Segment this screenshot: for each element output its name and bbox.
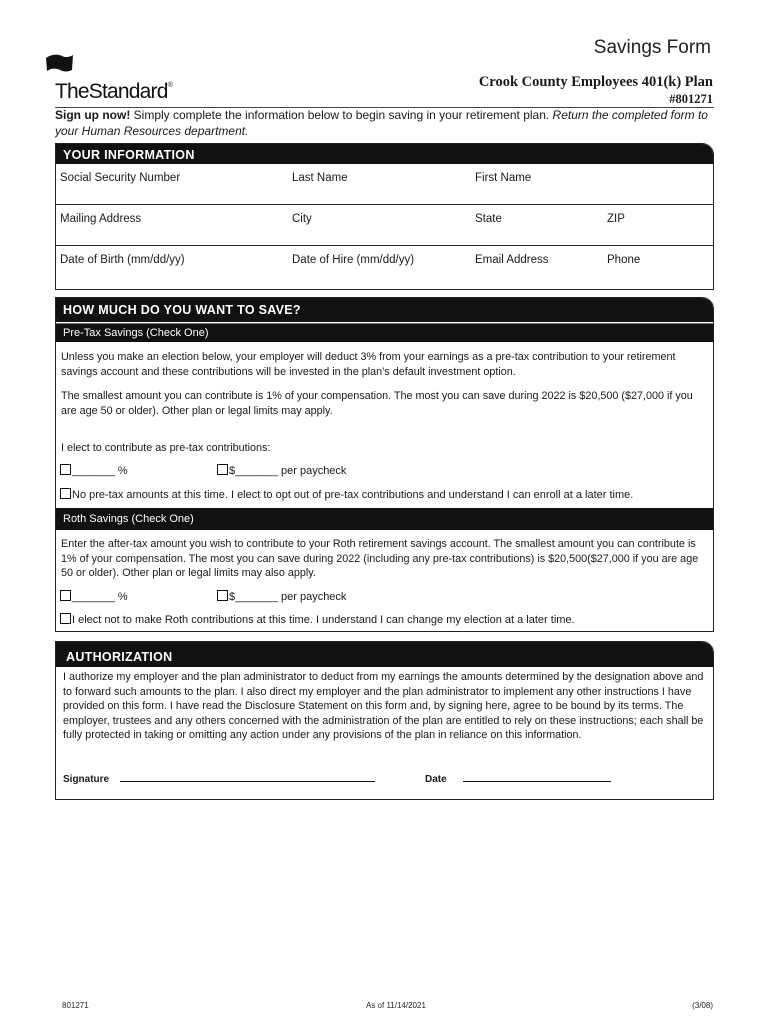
mailing-address-field[interactable]: Mailing Address [60,213,142,225]
pretax-percent-checkbox[interactable] [60,464,71,475]
form-title: Savings Form [593,37,711,58]
flag-icon [44,52,74,74]
roth-optout-option[interactable]: I elect not to make Roth contributions at this time. I understand I can change my election at a later time. [60,613,575,626]
intro-text: Sign up now! Simply complete the information below to begin saving in your retirement plan. Return the completed form to your Human Resources department. [55,108,708,138]
pretax-header: Pre-Tax Savings (Check One) [56,323,713,342]
section-title: HOW MUCH DO YOU WANT TO SAVE? [56,298,713,322]
roth-text: Enter the after-tax amount you wish to contribute to your Roth retirement savings account. The smallest amount you can contribute is 1% of your compensation. The most you can save during 2022 (including any pre-tax contributions) is $20,500($27,000 if you are age 50 or older). Other plan or legal limits may also apply. [61,538,699,579]
roth-dollar-checkbox[interactable] [217,590,228,601]
footer-form-id: 801271 [62,1001,89,1010]
ssn-field[interactable]: Social Security Number [60,172,181,184]
pretax-default-text: Unless you make an election below, your employer will deduct 3% from your earnings as a pre-tax contribution to your retirement savings account and these contributions will be invested in the plan’s default investment option. [61,351,676,378]
city-field[interactable]: City [292,213,312,225]
date-of-hire-field[interactable]: Date of Hire (mm/dd/yy) [292,254,415,266]
date-of-birth-field[interactable]: Date of Birth (mm/dd/yy) [60,254,185,266]
signature-label: Signature [63,774,110,785]
pretax-optout-option[interactable]: No pre-tax amounts at this time. I elect to opt out of pre-tax contributions and understand I can enroll at a later time. [60,488,633,501]
pretax-limits-text: The smallest amount you can contribute is 1% of your compensation. The most you can save during 2022 is $20,500 ($27,000 if you are age 50 or older). Other plan or legal limits may apply. [61,390,693,417]
date-label: Date [425,774,447,785]
your-information-section [55,143,714,290]
pretax-dollar-checkbox[interactable] [217,464,228,475]
authorization-section [55,641,714,800]
section-title: AUTHORIZATION [56,642,713,667]
email-field[interactable]: Email Address [475,254,549,266]
state-field[interactable]: State [475,213,502,225]
section-title: YOUR INFORMATION [56,144,713,164]
roth-percent-checkbox[interactable] [60,590,71,601]
pretax-dollar-option[interactable]: $_______ per paycheck [217,464,346,477]
info-row [56,246,713,287]
info-row [56,205,713,246]
date-line[interactable] [463,781,611,782]
roth-header: Roth Savings (Check One) [56,508,713,530]
roth-optout-checkbox[interactable] [60,613,71,624]
phone-field[interactable]: Phone [607,254,641,266]
first-name-field[interactable]: First Name [475,172,532,184]
savings-section [55,297,714,632]
pretax-optout-checkbox[interactable] [60,488,71,499]
plan-number: #801271 [669,92,713,106]
date-row [425,769,611,787]
signature-row [63,769,375,787]
roth-dollar-option[interactable]: $_______ per paycheck [217,590,346,603]
plan-name: Crook County Employees 401(k) Plan [478,74,713,90]
signature-line[interactable] [120,781,375,782]
pretax-elect-text: I elect to contribute as pre-tax contributions: [61,442,271,454]
footer-date: As of 11/14/2021 [366,1001,426,1010]
pretax-percent-option[interactable]: _______ % [60,464,128,477]
zip-field[interactable]: ZIP [607,213,625,225]
company-logo: TheStandard® [55,80,172,103]
info-row [56,164,713,205]
last-name-field[interactable]: Last Name [292,172,348,184]
roth-percent-option[interactable]: _______ % [60,590,128,603]
footer-version: (3/08) [692,1001,713,1010]
authorization-text: I authorize my employer and the plan administrator to deduct from my earnings the amounts determined by the designation above and to forward such amounts to the plan. I also direct my employer and the plan administrator to implement any other instructions I have provided on this form. I have read the Disclosure Statement on this form and, by signing here, agree to be bound by its terms. The employer, trustees and any others concerned with the administration of the plan are entitled to rely on these instructions; each shall be fully protected in taking or omitting any action under any provisions of the plan in reliance on this information. [63,671,704,741]
